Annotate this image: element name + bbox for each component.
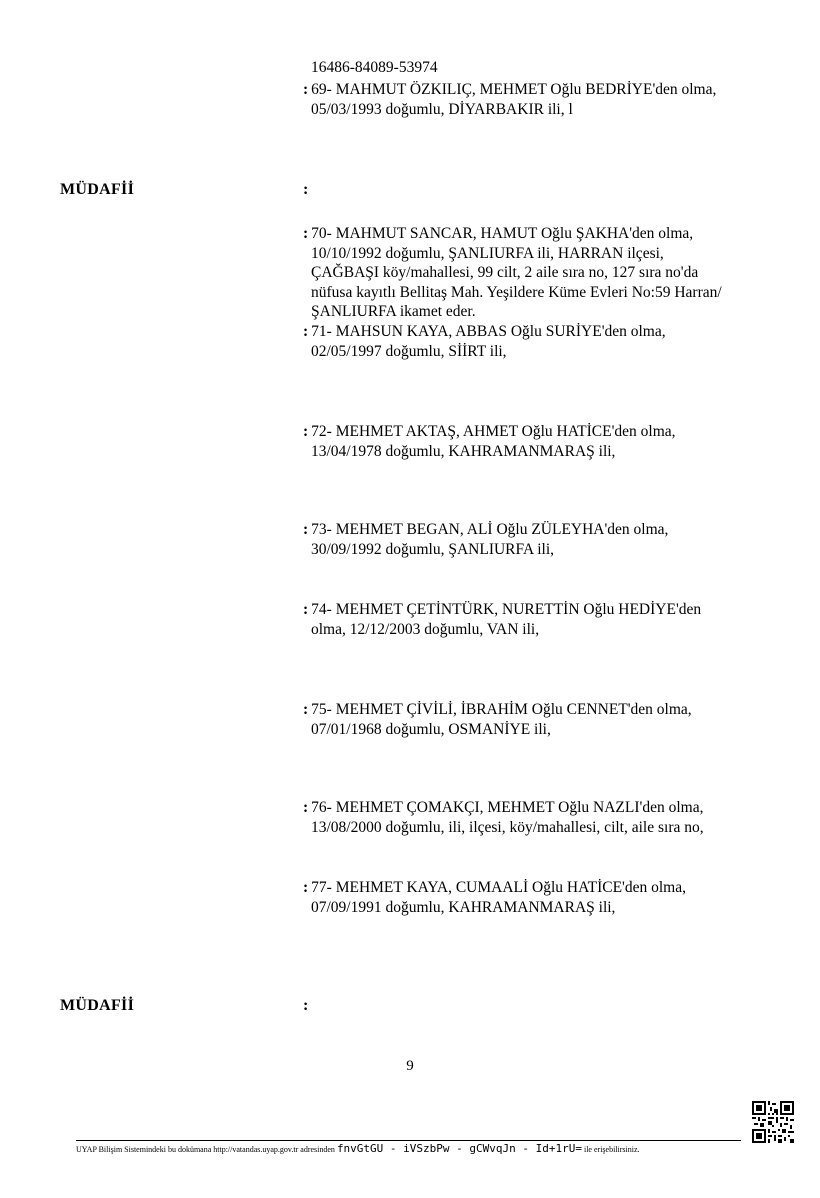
- entry-details: 05/03/1993 doğumlu, DİYARBAKIR ili, l: [311, 100, 573, 118]
- defendant-entry-69: [303, 80, 763, 120]
- footer-suffix: ile erişebilirsiniz.: [583, 1145, 640, 1154]
- entry-colon: :: [303, 323, 309, 340]
- defendant-entry-73: [303, 520, 763, 559]
- entry-colon: :: [303, 701, 309, 718]
- entry-details: 07/01/1968 doğumlu, OSMANİYE ili,: [311, 720, 551, 738]
- verification-code: fnvGtGU - iVSzbPw - gCWvqJn - Id+1rU=: [336, 1142, 582, 1155]
- entry-details: 13/08/2000 doğumlu, ili, ilçesi, köy/mahallesi, cilt, aile sıra no,: [311, 818, 704, 836]
- defense-counsel-colon: :: [303, 997, 309, 1014]
- document-id: 16486-84089-53974: [311, 59, 438, 76]
- defense-counsel-colon: :: [303, 181, 309, 198]
- entry-colon: :: [303, 799, 309, 816]
- entry-details: 02/05/1997 doğumlu, SİİRT ili,: [311, 342, 507, 360]
- entry-details: 13/04/1978 doğumlu, KAHRAMANMARAŞ ili,: [311, 442, 616, 460]
- entry-header: 70- MAHMUT SANCAR, HAMUT Oğlu ŞAKHA'den olma,: [311, 225, 694, 242]
- entry-colon: :: [303, 225, 309, 242]
- entry-header: 69- MAHMUT ÖZKILIÇ, MEHMET Oğlu BEDRİYE'den olma,: [311, 81, 717, 98]
- entry-header: 77- MEHMET KAYA, CUMAALİ Oğlu HATİCE'den olma,: [311, 879, 686, 896]
- defense-counsel-label: MÜDAFİİ: [60, 181, 135, 198]
- page-number: 9: [406, 1058, 414, 1074]
- defendant-entry-71: [303, 322, 763, 362]
- footer-prefix: UYAP Bilişim Sistemindeki bu dokümana http://vatandas.uyap.gov.tr adresinden: [76, 1145, 335, 1154]
- entry-colon: :: [303, 521, 309, 538]
- defendant-entry-72: [303, 422, 763, 462]
- defendant-entry-74: [303, 600, 763, 640]
- entry-header: 73- MEHMET BEGAN, ALİ Oğlu ZÜLEYHA'den olma,: [311, 521, 669, 538]
- entry-header: 72- MEHMET AKTAŞ, AHMET Oğlu HATİCE'den olma,: [311, 423, 676, 440]
- entry-header: 71- MAHSUN KAYA, ABBAS Oğlu SURİYE'den olma,: [311, 323, 666, 340]
- entry-colon: :: [303, 423, 309, 440]
- entry-header: 75- MEHMET ÇİVİLİ, İBRAHİM Oğlu CENNET'den olma,: [311, 701, 692, 718]
- footer-divider: [76, 1140, 741, 1141]
- defendant-entry-76: [303, 798, 763, 842]
- entry-details: 30/09/1992 doğumlu, ŞANLIURFA ili,: [311, 540, 554, 558]
- footer-verification-text: [76, 1142, 746, 1155]
- defendant-entry-70: [303, 224, 763, 322]
- entry-details: 07/09/1991 doğumlu, KAHRAMANMARAŞ ili,: [311, 898, 616, 916]
- entry-header: 76- MEHMET ÇOMAKÇI, MEHMET Oğlu NAZLI'den olma,: [311, 799, 704, 816]
- entry-details: olma, 12/12/2003 doğumlu, VAN ili,: [311, 620, 540, 638]
- entry-colon: :: [303, 879, 309, 896]
- entry-details: 10/10/1992 doğumlu, ŞANLIURFA ili, HARRAN ilçesi, ÇAĞBAŞI köy/mahallesi, 99 cilt, 2 aile sıra no, 127 sıra no'da nüfusa kayıtlı Bellitaş Mah. Yeşildere Küme Evleri No:59 Harran/ ŞANLIURFA ikamet eder.: [311, 244, 722, 320]
- defense-counsel-label: MÜDAFİİ: [60, 997, 135, 1014]
- entry-header: 74- MEHMET ÇETİNTÜRK, NURETTİN Oğlu HEDİYE'den: [311, 601, 702, 618]
- defendant-entry-77: [303, 878, 763, 917]
- entry-colon: :: [303, 601, 309, 618]
- defendant-entry-75: [303, 700, 763, 739]
- qr-code-icon: [752, 1101, 794, 1143]
- entry-colon: :: [303, 81, 309, 98]
